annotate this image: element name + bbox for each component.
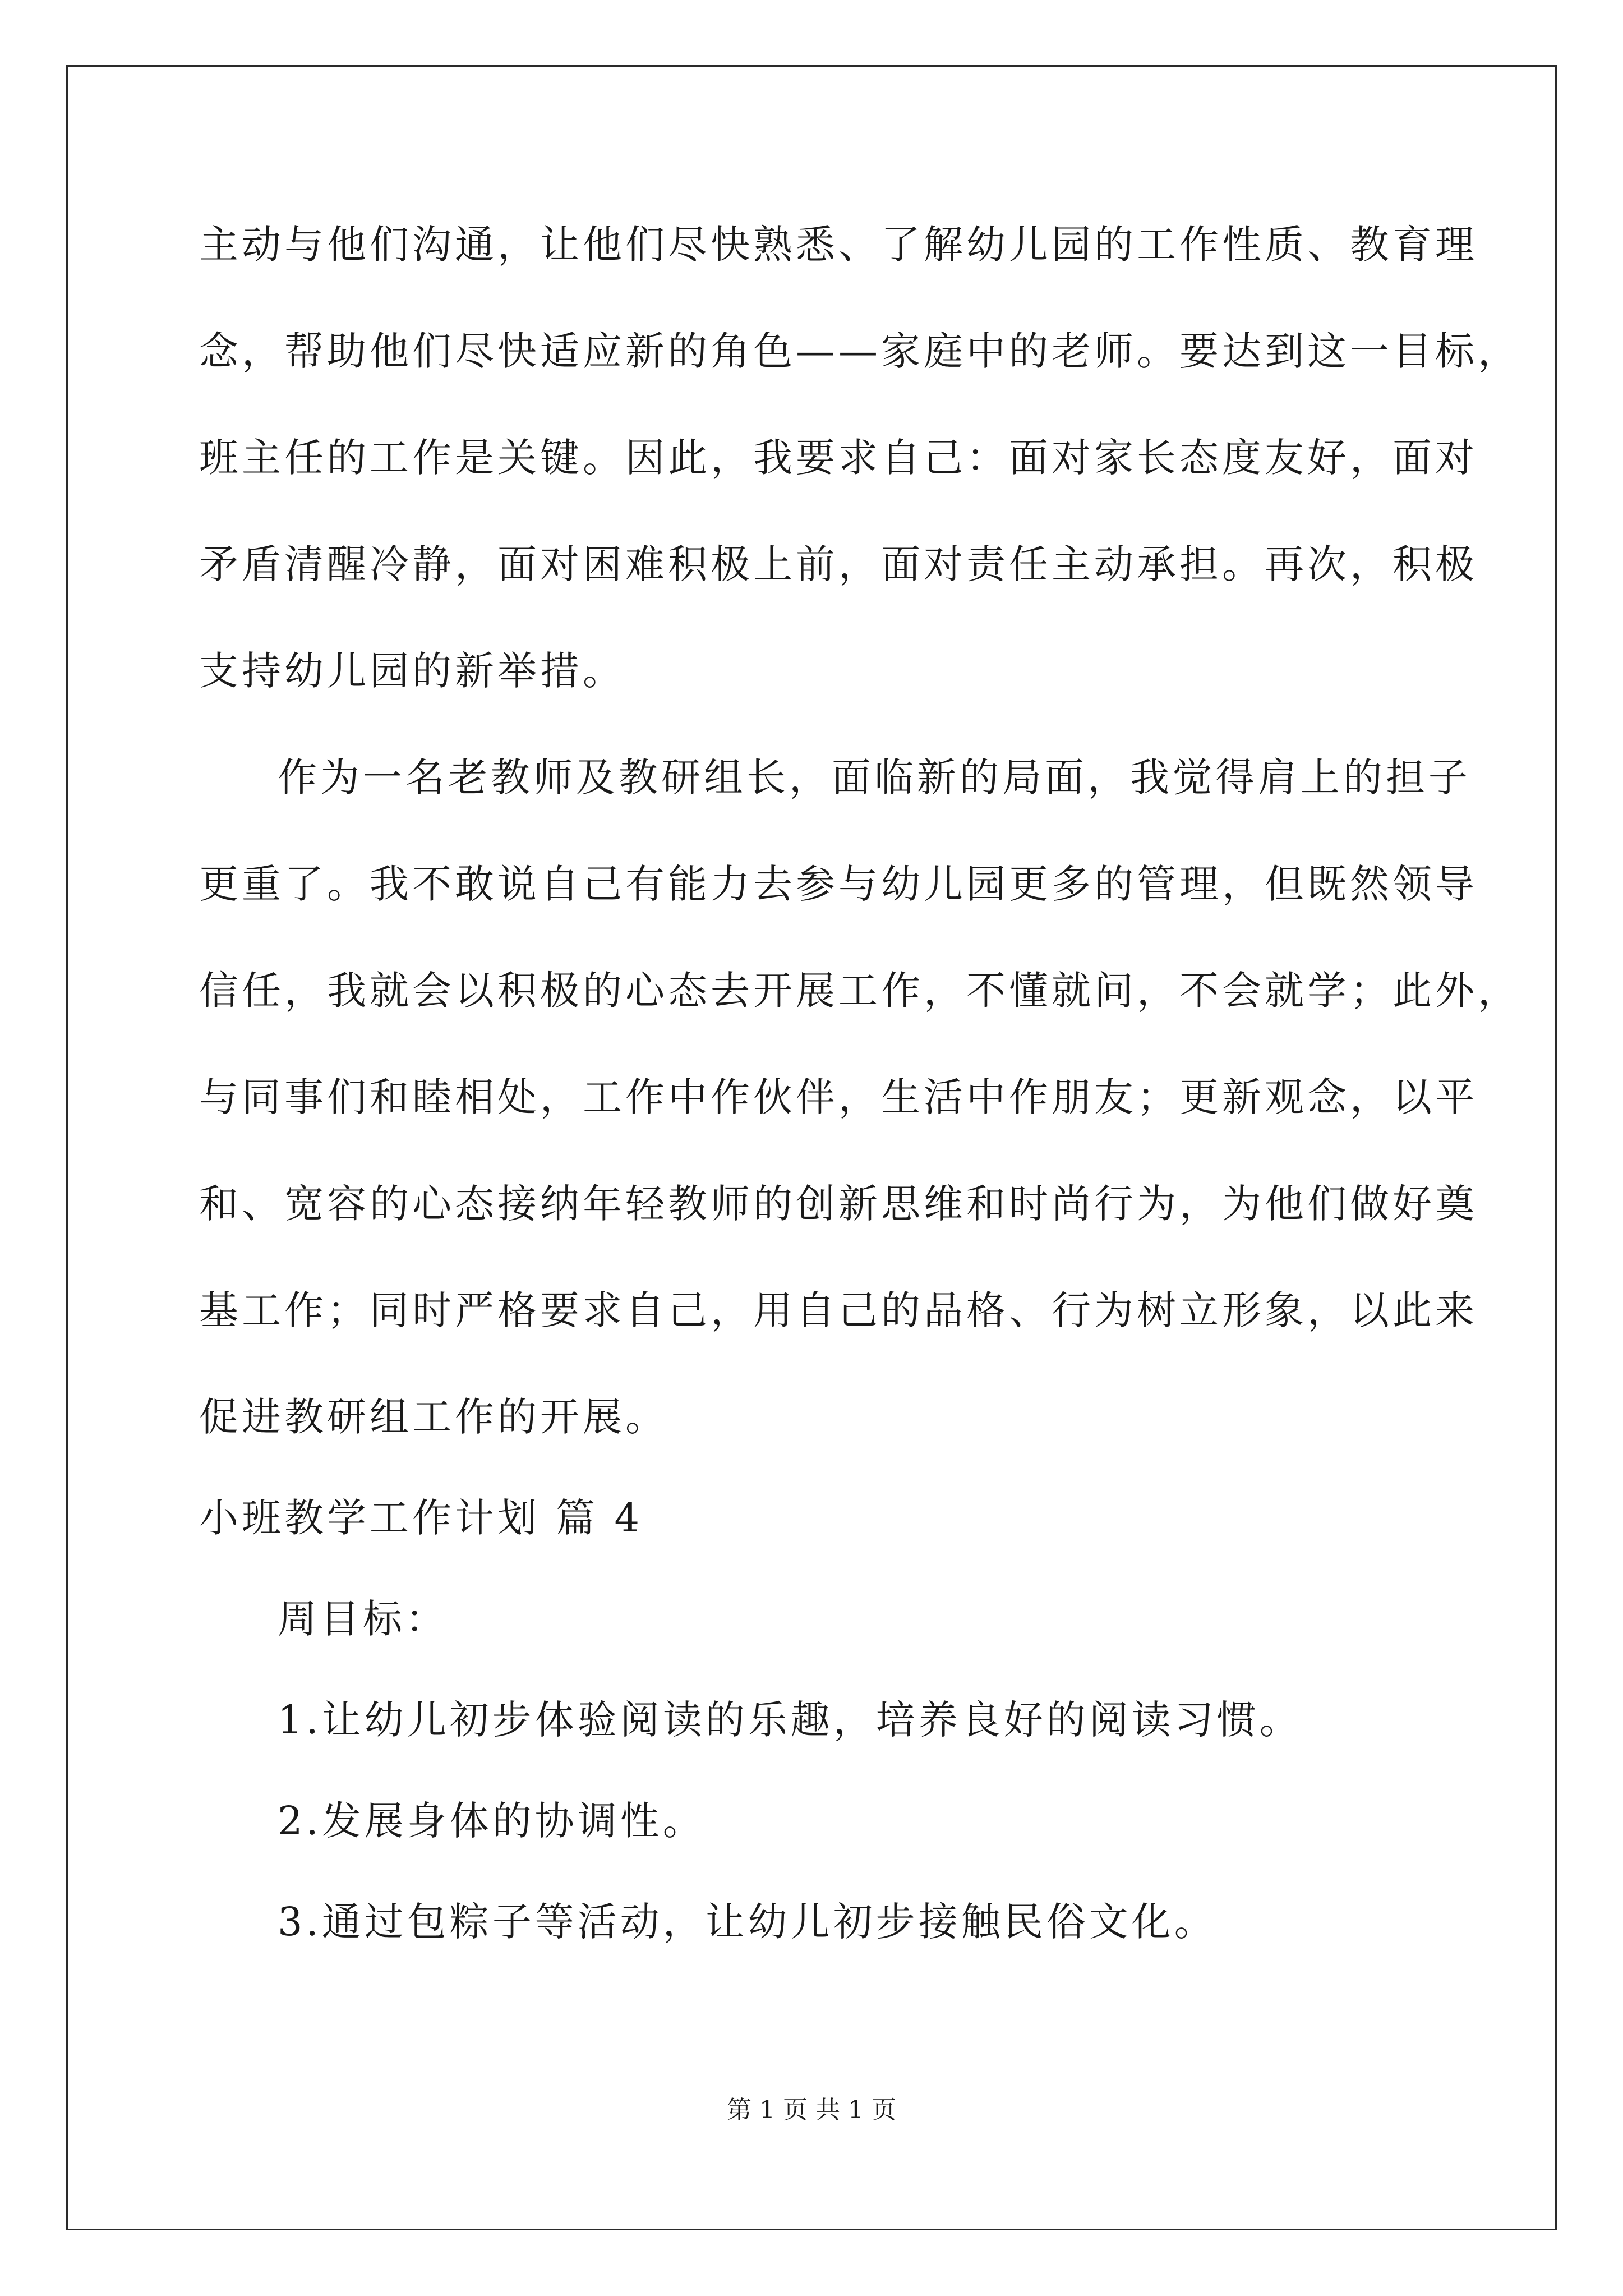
paragraph-line: 信任，我就会以积极的心态去开展工作，不懂就问，不会就学；此外，: [199, 968, 1520, 1014]
paragraph-line: 基工作；同时严格要求自己，用自己的品格、行为树立形象，以此来: [199, 1287, 1478, 1333]
paragraph-line: 矛盾清醒冷静，面对困难积极上前，面对责任主动承担。再次，积极: [199, 541, 1478, 587]
weekly-goals-label: 周目标：: [278, 1596, 448, 1642]
paragraph-line: 念，帮助他们尽快适应新的角色——家庭中的老师。要达到这一目标，: [199, 328, 1520, 374]
paragraph-line: 支持幼儿园的新举措。: [199, 648, 625, 694]
paragraph-line: 班主任的工作是关键。因此，我要求自己：面对家长态度友好，面对: [199, 435, 1478, 481]
paragraph-line: 促进教研组工作的开展。: [199, 1394, 668, 1440]
goal-item: 1.让幼儿初步体验阅读的乐趣，培养良好的阅读习惯。: [278, 1697, 1302, 1743]
paragraph-line: 与同事们和睦相处，工作中作伙伴，生活中作朋友；更新观念，以平: [199, 1074, 1478, 1120]
page-footer: 第 1 页 共 1 页: [727, 2096, 896, 2124]
paragraph-line: 作为一名老教师及教研组长，面临新的局面，我觉得肩上的担子: [278, 754, 1471, 800]
goal-item: 3.通过包粽子等活动，让幼儿初步接触民俗文化。: [278, 1899, 1217, 1945]
paragraph-line: 和、宽容的心态接纳年轻教师的创新思维和时尚行为，为他们做好奠: [199, 1181, 1478, 1227]
paragraph-line: 主动与他们沟通，让他们尽快熟悉、了解幼儿园的工作性质、教育理: [199, 222, 1478, 268]
section-heading: 小班教学工作计划 篇 4: [199, 1495, 643, 1541]
paragraph-line: 更重了。我不敢说自己有能力去参与幼儿园更多的管理，但既然领导: [199, 861, 1478, 907]
goal-item: 2.发展身体的协调性。: [278, 1798, 706, 1844]
